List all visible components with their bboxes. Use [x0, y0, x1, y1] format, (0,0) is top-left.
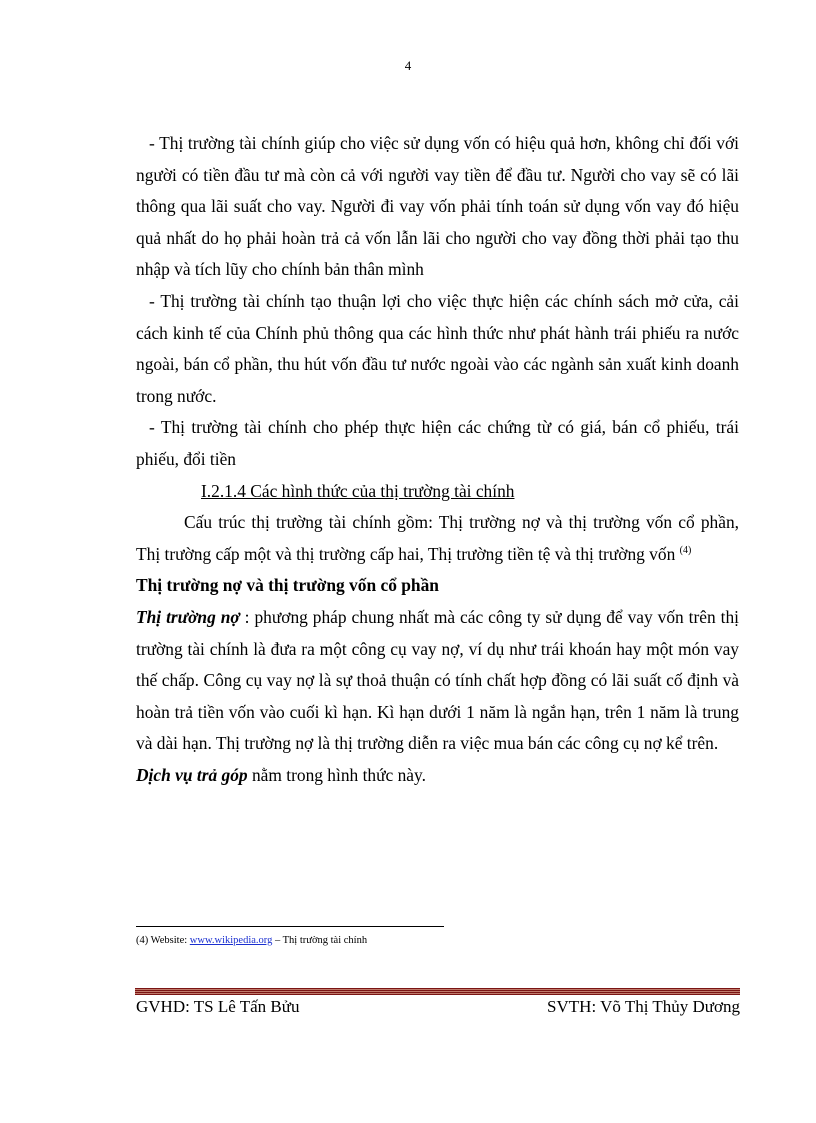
subheading-text: I.2.1.4 Các hình thức của thị trường tài chính [201, 480, 515, 501]
page-number: 4 [404, 58, 412, 73]
term-installment: Dịch vụ trả góp [136, 764, 248, 785]
paragraph-installment [136, 760, 739, 792]
footnote-link[interactable]: www.wikipedia.org [189, 935, 273, 946]
term-debt-market: Thị trường nợ [136, 606, 240, 627]
page-body [136, 128, 739, 791]
footer-student: SVTH: Võ Thị Thủy Dương [547, 997, 740, 1016]
section-heading: Thị trường nợ và thị trường vốn cổ phần [136, 575, 439, 596]
footer-divider [135, 988, 740, 995]
paragraph-debt-market [136, 602, 739, 760]
footnote-divider [136, 926, 444, 927]
page-footer [136, 996, 740, 1018]
paragraph-efficiency: - Thị trường tài chính giúp cho việc sử dụng vốn có hiệu quả hơn, không chỉ đối với người có tiền đầu tư mà còn cả với người vay tiền để đầu tư. Người cho vay sẽ có lãi thông qua lãi suất cho vay. Người đi vay vốn phải tính toán sử dụng vốn vay đó hiệu quả nhất do họ phải hoàn trả cả vốn lẫn lãi cho người cho vay đồng thời phải tạo thu nhập và tích lũy cho chính bản thân mình [136, 133, 739, 280]
section-subheading [136, 476, 739, 508]
paragraph-instruments: - Thị trường tài chính cho phép thực hiện các chứng từ có giá, bán cổ phiếu, trái phiếu, đổi tiền [136, 417, 739, 469]
footer-advisor: GVHD: TS Lê Tấn Bửu [136, 997, 300, 1016]
footnote-prefix: (4) Website: [136, 935, 190, 946]
structure-text: Cấu trúc thị trường tài chính gồm: Thị trường nợ và thị trường vốn cổ phần, Thị trường cấp một và thị trường cấp hai, Thị trường tiền tệ và thị trường vốn [136, 512, 739, 564]
footnote [136, 934, 367, 948]
paragraph-structure [136, 507, 739, 570]
debt-market-text: : phương pháp chung nhất mà các công ty sử dụng để vay vốn trên thị trường tài chính là đưa ra một công cụ vay nợ, ví dụ như trái khoán hay một món vay thế chấp. Công cụ vay nợ là sự thoả thuận có tính chất hợp đồng có lãi suất cố định và hoàn trả tiền vốn vào cuối kì hạn. Kì hạn dưới 1 năm là ngắn hạn, trên 1 năm là trung và dài hạn. Thị trường nợ là thị trường diễn ra việc mua bán các công cụ nợ kể trên. [136, 606, 739, 754]
footnote-ref[interactable]: (4) [679, 544, 692, 556]
paragraph-reform: - Thị trường tài chính tạo thuận lợi cho việc thực hiện các chính sách mở cửa, cải cách kinh tế của Chính phủ thông qua các hình thức như phát hành trái phiếu ra nước ngoài, bán cổ phần, thu hút vốn đầu tư nước ngoài vào các ngành sản xuất kinh doanh trong nước. [136, 290, 739, 406]
footnote-suffix: – Thị trường tài chính [272, 935, 368, 946]
installment-text: nằm trong hình thức này. [247, 764, 426, 785]
